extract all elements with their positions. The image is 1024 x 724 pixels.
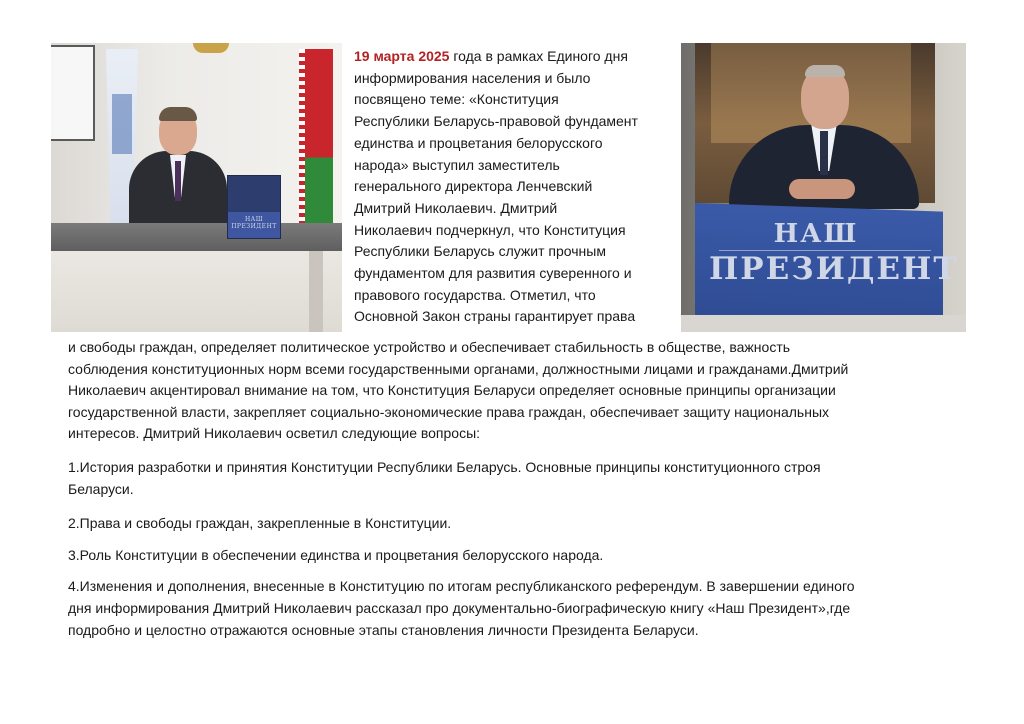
list-item-3: 3.Роль Конституции в обеспечении единства и процветания белорусского народа. <box>68 547 604 563</box>
intro-line: народа» выступил заместитель <box>354 156 560 173</box>
list-item-line: дня информирования Дмитрий Николаевич рассказал про документально-биографическую книгу «Наш Президент»,где <box>68 600 851 616</box>
table-surface <box>681 315 966 332</box>
list-item-1 <box>68 456 968 500</box>
list-item-2: 2.Права и свободы граждан, закрепленные в Конституции. <box>68 515 452 531</box>
main-line: интересов. Дмитрий Николаевич осветил следующие вопросы: <box>68 425 481 442</box>
held-book <box>227 175 281 239</box>
main-line: и свободы граждан, определяет политическое устройство и обеспечивает стабильность в обществе, важность <box>68 339 791 355</box>
speaker-photo <box>51 43 342 332</box>
main-line: соблюдения конституционных норм всеми государственными органами, должностными лицами и гражданами.Дмитрий <box>68 360 849 377</box>
president-hair <box>805 65 845 77</box>
main-line: Николаевич акцентировал внимание на том, что Конституция Беларуси определяет основные принципы организации <box>68 382 836 399</box>
list-item-line: подробно и целостно отражаются основные этапы становления личности Президента Беларуси. <box>68 622 699 638</box>
intro-line: посвящено теме: «Конституция <box>354 91 559 108</box>
held-book-title: НАШ ПРЕЗИДЕНТ <box>231 216 277 230</box>
intro-line: правового государства. Отметил, что <box>354 286 596 303</box>
president-tie <box>820 131 828 175</box>
intro-line: Дмитрий Николаевич. Дмитрий <box>354 199 558 216</box>
book-title-line2: ПРЕЗИДЕНТ <box>709 251 959 287</box>
desk-top <box>51 223 342 251</box>
speaker-hair <box>159 107 197 121</box>
list-item-line: 4.Изменения и дополнения, внесенные в Конституцию по итогам республиканского референдум. В завершении единого <box>68 578 855 594</box>
belarus-flag <box>299 49 333 224</box>
main-paragraph <box>68 337 968 445</box>
intro-line: Николаевич подчеркнул, что Конституция <box>354 221 626 238</box>
emblem <box>193 43 229 53</box>
intro-line-text: года в рамках Единого дня <box>449 48 628 64</box>
desk-front <box>51 251 342 332</box>
intro-line: генерального директора Ленчевский <box>354 178 593 195</box>
list-item-line: 1.История разработки и принятия Конституции Республики Беларусь. Основные принципы конституционного строя <box>68 459 821 475</box>
intro-line: Республики Беларусь служит прочным <box>354 243 606 260</box>
speaker-tie <box>175 161 181 201</box>
book-cover-photo <box>681 43 966 332</box>
intro-text <box>354 46 676 328</box>
intro-line: единства и процветания белорусского <box>354 134 603 151</box>
intro-line <box>354 46 676 68</box>
main-line: государственной власти, закрепляет социально-экономические права граждан, обеспечивает защиту национальных <box>68 403 830 420</box>
intro-line: информирования населения и было <box>354 69 591 86</box>
list-item-line: Беларуси. <box>68 481 134 497</box>
intro-line: фундаментом для развития суверенного и <box>354 265 632 282</box>
president-hands <box>789 179 855 199</box>
intro-line: Республики Беларусь-правовой фундамент <box>354 113 638 130</box>
desk-leg <box>309 251 323 332</box>
intro-line: Основной Закон страны гарантирует права <box>354 308 636 325</box>
book-title-line1: НАШ <box>773 219 859 249</box>
whiteboard <box>51 45 95 141</box>
event-date: 19 марта 2025 <box>354 48 450 64</box>
list-item-4 <box>68 575 968 641</box>
